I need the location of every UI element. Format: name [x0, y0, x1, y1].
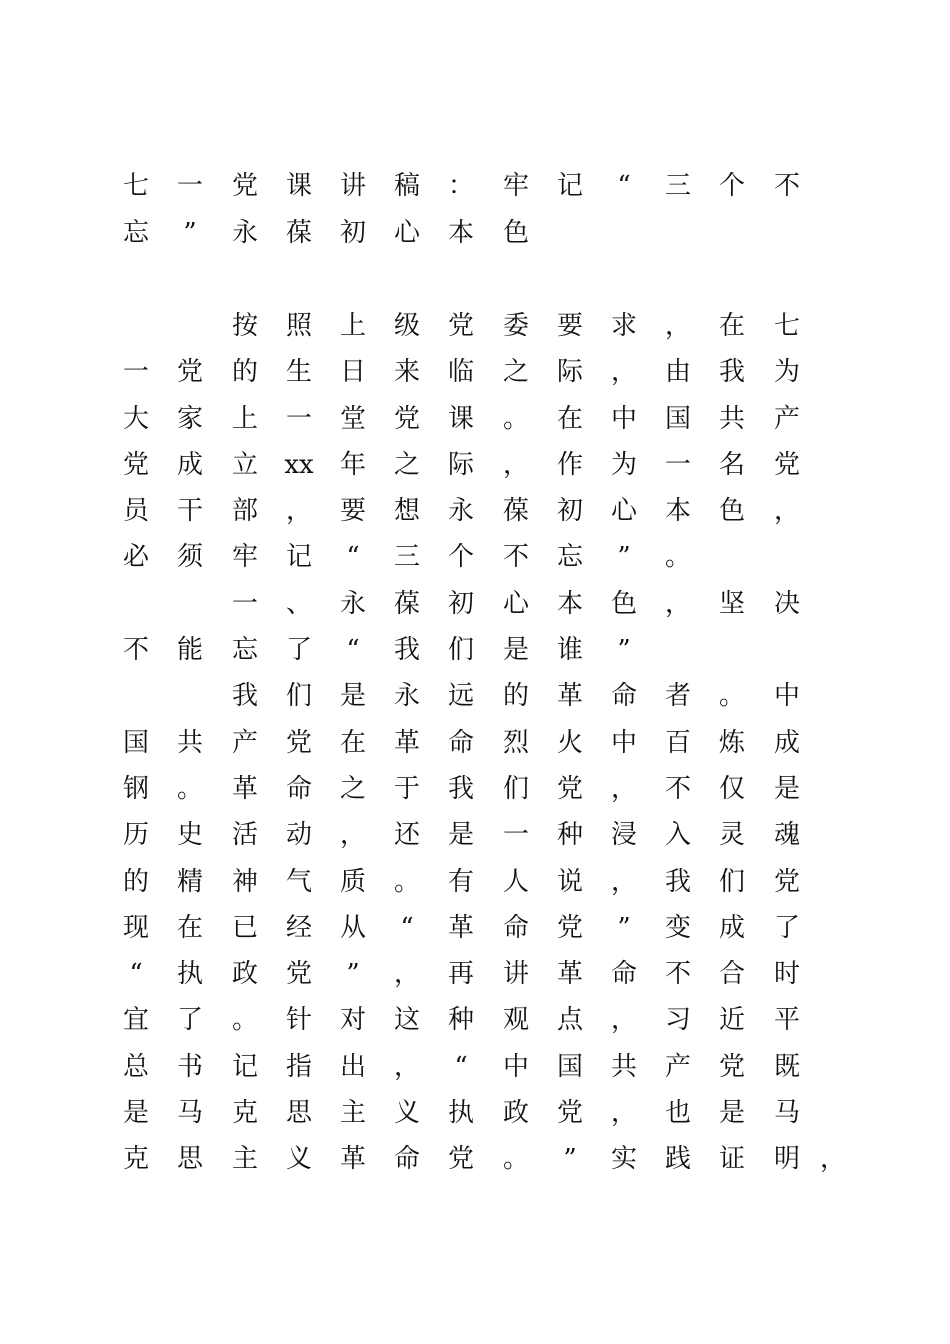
- glyph: ，: [285, 496, 312, 527]
- glyph: 说: [556, 866, 583, 897]
- glyph: 临: [447, 357, 474, 388]
- glyph: 课: [447, 403, 474, 434]
- body-line: [0, 584, 950, 630]
- glyph: 针: [285, 1005, 312, 1036]
- glyph: ，: [610, 1098, 637, 1129]
- glyph: 。: [664, 542, 691, 573]
- glyph: 产: [231, 727, 258, 758]
- glyph: 我: [231, 681, 258, 712]
- glyph: ，: [610, 773, 637, 804]
- glyph: 共: [176, 727, 203, 758]
- glyph: 观: [502, 1005, 529, 1036]
- glyph: 能: [176, 635, 203, 666]
- glyph: 点: [556, 1005, 583, 1036]
- glyph: 中: [610, 727, 637, 758]
- glyph: 国: [664, 403, 691, 434]
- glyph: 我: [447, 773, 474, 804]
- body-line: [0, 491, 950, 537]
- glyph: 党: [393, 403, 420, 434]
- glyph: 书: [176, 1051, 203, 1082]
- glyph: 要: [556, 311, 583, 341]
- glyph: 心: [393, 218, 420, 248]
- glyph: 克: [122, 1144, 149, 1175]
- glyph: 心: [502, 588, 529, 619]
- body-line: [0, 445, 950, 491]
- glyph: 一: [664, 449, 691, 480]
- glyph: 党: [773, 449, 800, 480]
- document-title: [0, 166, 950, 260]
- body-line: [0, 908, 950, 954]
- glyph: 永: [447, 496, 474, 527]
- glyph: 党: [447, 311, 474, 341]
- glyph: 记: [231, 1051, 258, 1082]
- glyph: ”: [346, 959, 360, 990]
- glyph: ，: [664, 588, 691, 619]
- glyph: 革: [393, 727, 420, 758]
- glyph: 葆: [285, 218, 312, 248]
- glyph: 是: [773, 773, 800, 804]
- glyph: 平: [773, 1005, 800, 1036]
- glyph: 我: [664, 866, 691, 897]
- glyph: 立: [231, 449, 258, 480]
- glyph: 之: [339, 773, 366, 804]
- glyph: 是: [502, 635, 529, 666]
- glyph: 由: [664, 357, 691, 388]
- glyph: 上: [339, 311, 366, 341]
- glyph: 家: [176, 403, 203, 434]
- glyph: 远: [447, 681, 474, 712]
- glyph: “: [346, 635, 360, 666]
- glyph: 党: [122, 449, 149, 480]
- glyph: 初: [447, 588, 474, 619]
- glyph: 现: [122, 912, 149, 943]
- glyph: 灵: [718, 820, 745, 851]
- glyph: ，: [610, 1005, 637, 1036]
- glyph: “: [454, 1051, 468, 1082]
- glyph: 产: [664, 1051, 691, 1082]
- glyph: 时: [773, 959, 800, 990]
- glyph: 党: [285, 959, 312, 990]
- glyph: 之: [502, 357, 529, 388]
- body-line: [0, 815, 950, 861]
- glyph: 的: [231, 357, 258, 388]
- glyph: 浸: [610, 820, 637, 851]
- glyph: 也: [664, 1098, 691, 1129]
- glyph: 党: [556, 1098, 583, 1129]
- glyph: 近: [718, 1005, 745, 1036]
- glyph: 于: [393, 773, 420, 804]
- glyph: 忘: [122, 218, 149, 248]
- glyph: 在: [339, 727, 366, 758]
- glyph: 个: [447, 542, 474, 573]
- glyph: 践: [664, 1144, 691, 1175]
- body-line: [0, 723, 950, 769]
- body-line: [0, 954, 950, 1000]
- glyph: 既: [773, 1051, 800, 1082]
- body-line: [0, 399, 950, 445]
- glyph: 执: [447, 1098, 474, 1129]
- glyph: 了: [285, 635, 312, 666]
- glyph: 不: [773, 171, 800, 201]
- glyph: 革: [231, 773, 258, 804]
- glyph: 为: [610, 449, 637, 480]
- glyph: 质: [339, 866, 366, 897]
- glyph: 了: [176, 1005, 203, 1036]
- glyph: 一: [176, 171, 203, 201]
- glyph: 们: [447, 635, 474, 666]
- glyph: 再: [447, 959, 474, 990]
- body-line: [0, 537, 950, 583]
- glyph: 葆: [393, 588, 420, 619]
- glyph: 共: [610, 1051, 637, 1082]
- glyph: 必: [122, 542, 149, 573]
- glyph: 坚: [718, 588, 745, 619]
- glyph: 年: [339, 449, 366, 480]
- glyph: 党: [231, 171, 258, 201]
- glyph: “: [400, 912, 414, 943]
- glyph: 决: [773, 588, 800, 619]
- glyph: 稿: [393, 171, 420, 201]
- glyph: 革: [556, 681, 583, 712]
- glyph: 委: [502, 311, 529, 341]
- glyph: 忘: [231, 635, 258, 666]
- glyph: 在: [556, 403, 583, 434]
- glyph: 党: [176, 357, 203, 388]
- glyph: 作: [556, 449, 583, 480]
- glyph: ”: [183, 218, 197, 248]
- body-line: [0, 630, 950, 676]
- glyph: 色: [718, 496, 745, 527]
- glyph: 革: [339, 1144, 366, 1175]
- glyph: 命: [610, 681, 637, 712]
- glyph: 。: [231, 1005, 258, 1036]
- glyph: 仅: [718, 773, 745, 804]
- glyph: 。: [176, 773, 203, 804]
- glyph: ，: [819, 1144, 846, 1175]
- glyph: 对: [339, 1005, 366, 1036]
- glyph: 命: [610, 959, 637, 990]
- glyph: 总: [122, 1051, 149, 1082]
- glyph: 须: [176, 542, 203, 573]
- glyph: 初: [556, 496, 583, 527]
- glyph: ”: [617, 912, 631, 943]
- glyph: 七: [773, 311, 800, 341]
- glyph: “: [346, 542, 360, 573]
- glyph: ”: [617, 542, 631, 573]
- glyph: 主: [339, 1098, 366, 1129]
- glyph: 来: [393, 357, 420, 388]
- title-line: [0, 213, 950, 260]
- body-line: [0, 1000, 950, 1046]
- glyph: 我: [718, 357, 745, 388]
- glyph: 精: [176, 866, 203, 897]
- body-line: [0, 1139, 950, 1185]
- glyph: 七: [122, 171, 149, 201]
- glyph: 本: [556, 588, 583, 619]
- glyph: 中: [773, 681, 800, 712]
- glyph: 为: [773, 357, 800, 388]
- glyph: 的: [122, 866, 149, 897]
- glyph: 命: [393, 1144, 420, 1175]
- glyph: 干: [176, 496, 203, 527]
- glyph: 命: [502, 912, 529, 943]
- glyph: ，: [773, 496, 800, 527]
- glyph: 魂: [773, 820, 800, 851]
- glyph: 牢: [231, 542, 258, 573]
- glyph: 不: [122, 635, 149, 666]
- glyph: 不: [664, 959, 691, 990]
- glyph: 们: [502, 773, 529, 804]
- glyph: 了: [773, 912, 800, 943]
- glyph: ，: [610, 866, 637, 897]
- glyph: 义: [285, 1144, 312, 1175]
- glyph: 要: [339, 496, 366, 527]
- glyph: 按: [231, 311, 258, 341]
- body-line: [0, 1047, 950, 1093]
- glyph: 党: [556, 773, 583, 804]
- glyph: 思: [285, 1098, 312, 1129]
- glyph: 成: [773, 727, 800, 758]
- glyph: ”: [617, 635, 631, 666]
- glyph: 日: [339, 357, 366, 388]
- glyph: 党: [773, 866, 800, 897]
- glyph: 心: [610, 496, 637, 527]
- glyph: 变: [664, 912, 691, 943]
- glyph: 求: [610, 311, 637, 341]
- glyph: “: [129, 959, 143, 990]
- glyph: 牢: [502, 171, 529, 201]
- glyph: 马: [176, 1098, 203, 1129]
- glyph: 初: [339, 218, 366, 248]
- glyph: 党: [718, 1051, 745, 1082]
- glyph: 员: [122, 496, 149, 527]
- glyph: 成: [718, 912, 745, 943]
- glyph: 政: [502, 1098, 529, 1129]
- glyph: 葆: [502, 496, 529, 527]
- glyph: 火: [556, 727, 583, 758]
- glyph: 在: [176, 912, 203, 943]
- glyph: 色: [610, 588, 637, 619]
- glyph: 们: [285, 681, 312, 712]
- glyph: 这: [393, 1005, 420, 1036]
- glyph: 生: [285, 357, 312, 388]
- glyph: 永: [393, 681, 420, 712]
- glyph: 际: [556, 357, 583, 388]
- glyph: 人: [502, 866, 529, 897]
- glyph: 照: [285, 311, 312, 341]
- glyph: ，: [339, 820, 366, 851]
- glyph: 的: [502, 681, 529, 712]
- glyph: 本: [664, 496, 691, 527]
- glyph: 一: [285, 403, 312, 434]
- glyph: 习: [664, 1005, 691, 1036]
- glyph: 是: [447, 820, 474, 851]
- glyph: 国: [556, 1051, 583, 1082]
- glyph: 级: [393, 311, 420, 341]
- glyph: 讲: [339, 171, 366, 201]
- glyph: 不: [502, 542, 529, 573]
- glyph: 经: [285, 912, 312, 943]
- glyph: 本: [447, 218, 474, 248]
- document-body: [0, 306, 950, 1186]
- glyph: 名: [718, 449, 745, 480]
- glyph: 证: [718, 1144, 745, 1175]
- glyph: 党: [447, 1144, 474, 1175]
- body-line: [0, 676, 950, 722]
- glyph: 。: [502, 1144, 529, 1175]
- glyph: 成: [176, 449, 203, 480]
- body-line: [0, 862, 950, 908]
- glyph: 还: [393, 820, 420, 851]
- glyph: ，: [610, 357, 637, 388]
- glyph: 出: [339, 1051, 366, 1082]
- glyph: 一: [122, 357, 149, 388]
- glyph: 宜: [122, 1005, 149, 1036]
- glyph: 一: [231, 588, 258, 619]
- title-line: [0, 166, 950, 213]
- glyph: 义: [393, 1098, 420, 1129]
- glyph: 指: [285, 1051, 312, 1082]
- glyph: 已: [231, 912, 258, 943]
- glyph: 部: [231, 496, 258, 527]
- glyph: ，: [393, 959, 420, 990]
- glyph: “: [617, 171, 631, 201]
- body-line: [0, 769, 950, 815]
- glyph: 记: [285, 542, 312, 573]
- glyph: 不: [664, 773, 691, 804]
- glyph: 。: [393, 866, 420, 897]
- body-line: [0, 1093, 950, 1139]
- glyph: 之: [393, 449, 420, 480]
- glyph: ，: [664, 311, 691, 341]
- glyph: 活: [231, 820, 258, 851]
- glyph: 共: [718, 403, 745, 434]
- glyph: 是: [122, 1098, 149, 1129]
- glyph: 烈: [502, 727, 529, 758]
- glyph: 谁: [556, 635, 583, 666]
- glyph: 动: [285, 820, 312, 851]
- glyph: 从: [339, 912, 366, 943]
- glyph: 者: [664, 681, 691, 712]
- glyph: 个: [718, 171, 745, 201]
- glyph: 政: [231, 959, 258, 990]
- glyph: 神: [231, 866, 258, 897]
- glyph: 讲: [502, 959, 529, 990]
- glyph: 党: [556, 912, 583, 943]
- glyph: 际: [447, 449, 474, 480]
- glyph: 克: [231, 1098, 258, 1129]
- glyph: 明: [773, 1144, 800, 1175]
- glyph: 、: [285, 588, 312, 619]
- glyph: 永: [231, 218, 258, 248]
- glyph: 百: [664, 727, 691, 758]
- glyph: 色: [502, 218, 529, 248]
- glyph: 一: [502, 820, 529, 851]
- glyph: 史: [176, 820, 203, 851]
- glyph: 是: [718, 1098, 745, 1129]
- glyph: 马: [773, 1098, 800, 1129]
- glyph: 。: [718, 681, 745, 712]
- glyph: 记: [556, 171, 583, 201]
- glyph: 有: [447, 866, 474, 897]
- glyph: 执: [176, 959, 203, 990]
- glyph: 我: [393, 635, 420, 666]
- glyph: 想: [393, 496, 420, 527]
- glyph: 实: [610, 1144, 637, 1175]
- body-line: [0, 306, 950, 352]
- glyph: 合: [718, 959, 745, 990]
- glyph: 历: [122, 820, 149, 851]
- glyph: 大: [122, 403, 149, 434]
- glyph: 主: [231, 1144, 258, 1175]
- glyph: 在: [718, 311, 745, 341]
- glyph: ，: [502, 449, 529, 480]
- glyph: 钢: [122, 773, 149, 804]
- glyph: 堂: [339, 403, 366, 434]
- glyph: 课: [285, 171, 312, 201]
- glyph: 永: [339, 588, 366, 619]
- glyph: ：: [447, 171, 474, 201]
- glyph: 气: [285, 866, 312, 897]
- glyph: 思: [176, 1144, 203, 1175]
- glyph: 革: [447, 912, 474, 943]
- glyph: 中: [610, 403, 637, 434]
- glyph: 命: [285, 773, 312, 804]
- glyph: 党: [285, 727, 312, 758]
- glyph: 忘: [556, 542, 583, 573]
- glyph: 产: [773, 403, 800, 434]
- glyph: 三: [664, 171, 691, 201]
- glyph: 们: [718, 866, 745, 897]
- glyph: 三: [393, 542, 420, 573]
- glyph: 革: [556, 959, 583, 990]
- glyph: 命: [447, 727, 474, 758]
- glyph: 国: [122, 727, 149, 758]
- glyph: ”: [563, 1144, 577, 1175]
- glyph: ，: [393, 1051, 420, 1082]
- body-line: [0, 352, 950, 398]
- glyph: 炼: [718, 727, 745, 758]
- glyph: 中: [502, 1051, 529, 1082]
- glyph: 种: [556, 820, 583, 851]
- glyph: 是: [339, 681, 366, 712]
- glyph: xx: [284, 449, 314, 480]
- glyph: 。: [502, 403, 529, 434]
- glyph: 种: [447, 1005, 474, 1036]
- glyph: 入: [664, 820, 691, 851]
- glyph: 上: [231, 403, 258, 434]
